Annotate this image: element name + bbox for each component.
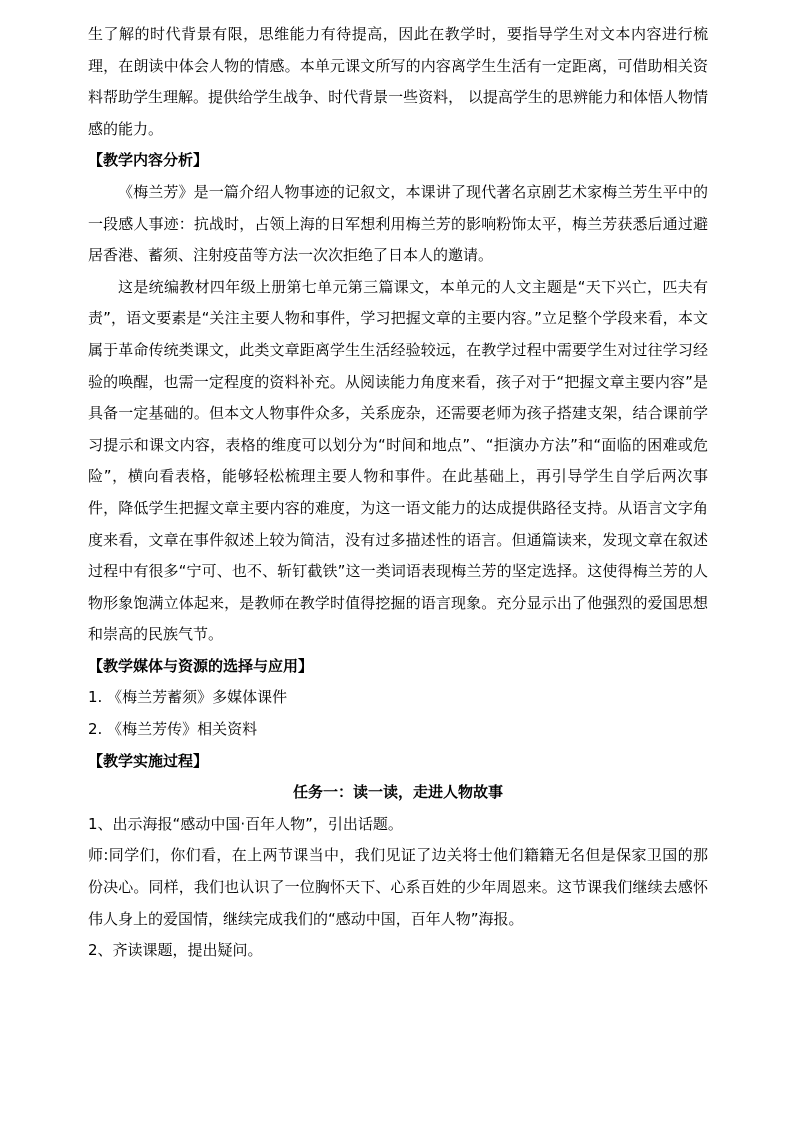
content-analysis-paragraph-2: 这是统编教材四年级上册第七单元第三篇课文，本单元的人文主题是“天下兴亡，匹夫有责”，语文要素是“关注主要人物和事件，学习把握文章的主要内容。”立足整个学段来看，本文属于革命传统类课文，此类文章距离学生生活经验较远，在教学过程中需要学生对过往学习经验的唤醒，也需一定程度的资料补充。从阅读能力角度来看，孩子对于“把握文章主要内容”是具备一定基础的。但本文人物事件众多，关系庞杂，还需要老师为孩子搭建支架，结合课前学习提示和课文内容，表格的维度可以划分为“时间和地点”、“拒演办方法”和“面临的困难或危险”，横向看表格，能够轻松梳理主要人物和事件。在此基础上，再引导学生自学后两次事件，降低学生把握文章主要内容的难度，为这一语文能力的达成提供路径支持。从语言文字角度来看，文章在事件叙述上较为简洁，没有过多描述性的语言。但通篇读来，发现文章在叙述过程中有很多“宁可、也不、斩钉截铁”这一类词语表现梅兰芳的坚定选择。这使得梅兰芳的人物形象饱满立体起来，是教师在教学时值得挖掘的语言现象。充分显示出了他强烈的爱国思想和崇高的民族气节。 xyxy=(88,277,708,644)
intro-paragraph: 生了解的时代背景有限，思维能力有待提高，因此在教学时，要指导学生对文本内容进行梳理，在朗读中体会人物的情感。本单元课文所写的内容离学生生活有一定距离，可借助相关资料帮助学生理解。提供给学生战争、时代背景一些资料， 以提高学生的思辨能力和体悟人物情感的能力。 xyxy=(88,25,708,138)
media-heading: 【教学媒体与资源的选择与应用】 xyxy=(88,656,314,675)
content-analysis-heading: 【教学内容分析】 xyxy=(88,151,209,170)
teacher-line: 师:同学们，你们看，在上两节课当中，我们见证了边关将士他们籍籍无名但是保家卫国的那份决心。同样，我们也认识了一位胸怀天下、心系百姓的少年周恩来。这节课我们继续去感怀伟人身上的爱国情，继续完成我们的“感动中国，百年人物”海报。 xyxy=(88,846,708,928)
content-analysis-paragraph-1: 《梅兰芳》是一篇介绍人物事迹的记叙文，本课讲了现代著名京剧艺术家梅兰芳生平中的一段感人事迹：抗战时，占领上海的日军想利用梅兰芳的影响粉饰太平，梅兰芳获悉后通过避居香港、蓄须、注射疫苗等方法一次次拒绝了日本人的邀请。 xyxy=(88,182,708,265)
document-page xyxy=(88,0,708,967)
process-heading: 【教学实施过程】 xyxy=(88,751,209,770)
media-item-2: 2. 《梅兰芳传》相关资料 xyxy=(88,720,258,739)
process-step-2: 2、齐读课题，提出疑问。 xyxy=(88,941,263,960)
task-title: 任务一：读一读，走进人物故事 xyxy=(292,783,503,802)
media-item-1: 1. 《梅兰芳蓄须》多媒体课件 xyxy=(88,688,288,707)
process-step-1: 1、出示海报“感动中国·百年人物”，引出话题。 xyxy=(88,814,403,833)
